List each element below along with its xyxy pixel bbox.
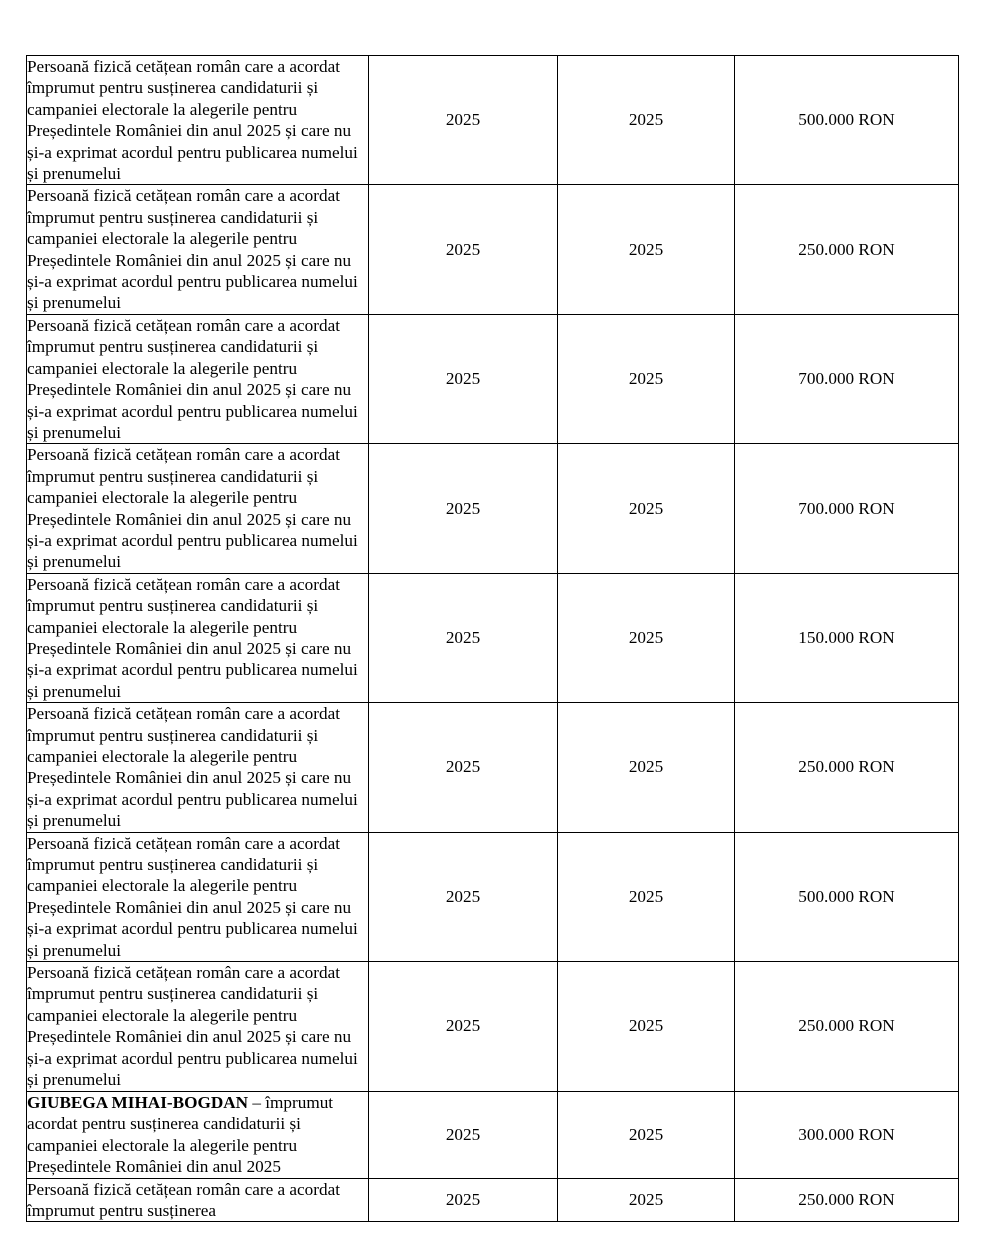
loan-amount: 500.000 RON bbox=[735, 56, 959, 185]
loan-amount: 250.000 RON bbox=[735, 703, 959, 832]
table-row bbox=[27, 56, 959, 185]
table-row bbox=[27, 1178, 959, 1221]
lender-description: Persoană fizică cetățean român care a acordat împrumut pentru susținerea candidaturii și campaniei electorale la alegerile pentru Președintele României din anul 2025 și care nu și-a exprimat acordul pentru publicarea numelui și prenumelui bbox=[27, 573, 369, 702]
lender-description: Persoană fizică cetățean român care a acordat împrumut pentru susținerea candidaturii și campaniei electorale la alegerile pentru Președintele României din anul 2025 și care nu și-a exprimat acordul pentru publicarea numelui și prenumelui bbox=[27, 185, 369, 314]
loans-table bbox=[26, 55, 959, 1222]
loan-amount: 500.000 RON bbox=[735, 832, 959, 961]
year-repaid: 2025 bbox=[558, 56, 735, 185]
year-repaid: 2025 bbox=[558, 314, 735, 443]
lender-note: – împrumut acordat pentru susținerea candidaturii și campaniei electorale la alegerile pentru Președintele României din anul 2025 bbox=[27, 1092, 334, 1176]
loan-amount: 150.000 RON bbox=[735, 573, 959, 702]
loan-amount: 250.000 RON bbox=[735, 185, 959, 314]
year-granted: 2025 bbox=[369, 185, 558, 314]
loan-amount: 250.000 RON bbox=[735, 1178, 959, 1221]
year-repaid: 2025 bbox=[558, 703, 735, 832]
year-repaid: 2025 bbox=[558, 444, 735, 573]
year-granted: 2025 bbox=[369, 314, 558, 443]
lender-description: Persoană fizică cetățean român care a acordat împrumut pentru susținerea candidaturii și campaniei electorale la alegerile pentru Președintele României din anul 2025 și care nu și-a exprimat acordul pentru publicarea numelui și prenumelui bbox=[27, 56, 369, 185]
table-row bbox=[27, 573, 959, 702]
lender-description: Persoană fizică cetățean român care a acordat împrumut pentru susținerea candidaturii și campaniei electorale la alegerile pentru Președintele României din anul 2025 și care nu și-a exprimat acordul pentru publicarea numelui și prenumelui bbox=[27, 314, 369, 443]
year-repaid: 2025 bbox=[558, 832, 735, 961]
year-granted: 2025 bbox=[369, 703, 558, 832]
lender-description: Persoană fizică cetățean român care a acordat împrumut pentru susținerea candidaturii și campaniei electorale la alegerile pentru Președintele României din anul 2025 și care nu și-a exprimat acordul pentru publicarea numelui și prenumelui bbox=[27, 703, 369, 832]
year-granted: 2025 bbox=[369, 962, 558, 1091]
year-granted: 2025 bbox=[369, 1178, 558, 1221]
table-row bbox=[27, 832, 959, 961]
lender-description: Persoană fizică cetățean român care a acordat împrumut pentru susținerea candidaturii și campaniei electorale la alegerile pentru Președintele României din anul 2025 și care nu și-a exprimat acordul pentru publicarea numelui și prenumelui bbox=[27, 962, 369, 1091]
table-row bbox=[27, 314, 959, 443]
lender-name: GIUBEGA MIHAI-BOGDAN bbox=[27, 1092, 249, 1112]
year-repaid: 2025 bbox=[558, 1178, 735, 1221]
lender-description: Persoană fizică cetățean român care a acordat împrumut pentru susținerea bbox=[27, 1178, 369, 1221]
lender-description: Persoană fizică cetățean român care a acordat împrumut pentru susținerea candidaturii și campaniei electorale la alegerile pentru Președintele României din anul 2025 și care nu și-a exprimat acordul pentru publicarea numelui și prenumelui bbox=[27, 444, 369, 573]
year-granted: 2025 bbox=[369, 573, 558, 702]
loan-amount: 250.000 RON bbox=[735, 962, 959, 1091]
lender-description: Persoană fizică cetățean român care a acordat împrumut pentru susținerea candidaturii și campaniei electorale la alegerile pentru Președintele României din anul 2025 și care nu și-a exprimat acordul pentru publicarea numelui și prenumelui bbox=[27, 832, 369, 961]
year-granted: 2025 bbox=[369, 56, 558, 185]
table-row bbox=[27, 444, 959, 573]
year-repaid: 2025 bbox=[558, 185, 735, 314]
table-row bbox=[27, 1091, 959, 1178]
loan-amount: 300.000 RON bbox=[735, 1091, 959, 1178]
lender-description bbox=[27, 1091, 369, 1178]
year-repaid: 2025 bbox=[558, 573, 735, 702]
table-row bbox=[27, 703, 959, 832]
year-repaid: 2025 bbox=[558, 962, 735, 1091]
year-granted: 2025 bbox=[369, 444, 558, 573]
year-granted: 2025 bbox=[369, 832, 558, 961]
loan-amount: 700.000 RON bbox=[735, 314, 959, 443]
table-row bbox=[27, 962, 959, 1091]
year-repaid: 2025 bbox=[558, 1091, 735, 1178]
loan-amount: 700.000 RON bbox=[735, 444, 959, 573]
table-row bbox=[27, 185, 959, 314]
year-granted: 2025 bbox=[369, 1091, 558, 1178]
